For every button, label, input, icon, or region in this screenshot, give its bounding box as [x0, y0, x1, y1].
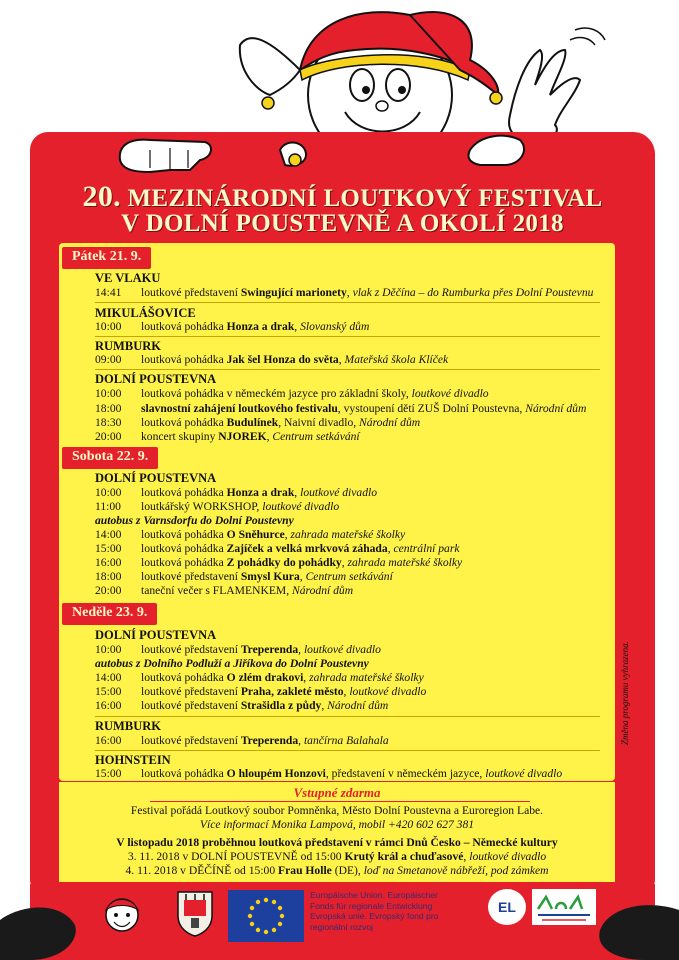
place-heading: DOLNÍ POUSTEVNA	[95, 372, 217, 386]
day-header-saturday: Sobota 22. 9.	[62, 447, 158, 469]
eu-fund-text: Europäische Union. Europäischer Fonds für regionale Entwicklung Evropská unie. Evropský fond pro regionální rozvoj	[310, 890, 439, 932]
program-row: 15:00 loutková pohádka Zajíček a velká mrkvová záhada, centrální park	[95, 542, 460, 555]
place-heading: HOHNSTEIN	[95, 753, 171, 767]
bus-note: autobus z Varnsdorfu do Dolní Poustevny	[95, 514, 294, 527]
bus-note: autobus z Dolního Podluží a Jiříkova do Dolní Poustevny	[95, 657, 369, 670]
place-heading: RUMBURK	[95, 339, 161, 353]
divider	[95, 369, 600, 370]
divider	[150, 801, 530, 802]
place-heading: RUMBURK	[95, 719, 161, 733]
program-row: 18:00 loutkové představení Smysl Kura, Centrum setkávání	[95, 570, 393, 583]
program-row: 14:00 loutková pohádka O Sněhurce, zahrada mateřské školky	[95, 528, 406, 541]
town-coat-of-arms-icon	[176, 888, 214, 938]
november-event-1: 3. 11. 2018 v DOLNÍ POUSTEVNĚ od 15:00 Krutý král a chuďasové, loutkové divadlo	[127, 850, 547, 863]
pomnenka-logo-icon	[92, 888, 152, 938]
organizer-text: Festival pořádá Loutkový soubor Pomněnka, Město Dolní Poustevna a Euroregion Labe.	[130, 804, 544, 817]
euroregion-logo: EL	[488, 889, 526, 925]
program-row: 14:00 loutková pohádka O zlém drakovi, zahrada mateřské školky	[95, 671, 424, 684]
festival-title-line2: V DOLNÍ POUSTEVNĚ A OKOLÍ 2018	[121, 210, 564, 237]
place-heading: DOLNÍ POUSTEVNA	[95, 471, 217, 485]
program-row: 20:00 taneční večer s FLAMENKEM, Národní dům	[95, 584, 354, 597]
program-row: 10:00 loutková pohádka v německém jazyce pro základní školy, loutkové divadlo	[95, 387, 489, 400]
program-row: 18:00 slavnostní zahájení loutkového festivalu, vystoupení dětí ZUŠ Dolní Poustevna, Národní dům	[95, 402, 587, 415]
program-row: 20:00 koncert skupiny NJOREK, Centrum setkávání	[95, 430, 360, 443]
divider	[95, 716, 600, 717]
program-row: 10:00 loutková pohádka Honza a drak, loutkové divadlo	[95, 486, 378, 499]
program-row: 16:00 loutková pohádka Z pohádky do pohádky, zahrada mateřské školky	[95, 556, 463, 569]
program-row: 16:00 loutkové představení Treperenda, tančírna Balahala	[95, 734, 389, 747]
program-change-note: Změna programu vyhrazena.	[620, 641, 630, 745]
day-header-sunday: Neděle 23. 9.	[62, 603, 157, 625]
place-heading: MIKULÁŠOVICE	[95, 306, 196, 320]
partner-logo-icon	[532, 889, 596, 925]
november-heading: V listopadu 2018 proběhnou loutková představení v rámci Dnů Česko – Německé kultury	[116, 836, 558, 849]
program-row: 16:00 loutkové představení Strašidla z půdy, Národní dům	[95, 699, 389, 712]
program-row: 15:00 loutkové představení Praha, zakleté město, loutkové divadlo	[95, 685, 427, 698]
free-entry: Vstupné zdarma	[293, 785, 381, 800]
place-heading: DOLNÍ POUSTEVNA	[95, 628, 217, 642]
festival-title-line1: 20. MEZINÁRODNÍ LOUTKOVÝ FESTIVAL	[82, 180, 603, 213]
divider	[95, 302, 600, 303]
program-row: 09:00 loutková pohádka Jak šel Honza do světa, Mateřská škola Klíček	[95, 353, 449, 366]
program-row: 18:30 loutková pohádka Budulínek, Naivní divadlo, Národní dům	[95, 416, 421, 429]
program-row: 11:00 loutkářský WORKSHOP, loutkové divadlo	[95, 500, 340, 513]
divider	[95, 336, 600, 337]
program-row: 10:00 loutkové představení Treperenda, loutkové divadlo	[95, 643, 381, 656]
november-event-2: 4. 11. 2018 v DĚČÍNĚ od 15:00 Frau Holle (DE), loď na Smetanově nábřeží, pod zámkem	[125, 864, 549, 877]
divider	[95, 750, 600, 751]
eu-flag-icon	[228, 890, 304, 942]
program-row: 15:00 loutková pohádka O hloupém Honzovi, představení v německém jazyce, loutkové divadlo	[95, 767, 563, 780]
program-row: 10:00 loutková pohádka Honza a drak, Slovanský dům	[95, 320, 370, 333]
place-heading: VE VLAKU	[95, 271, 161, 285]
contact-info: Více informací Monika Lampová, mobil +420 602 627 381	[199, 818, 475, 831]
program-row: 14:41 loutkové představení Swingující marionety, vlak z Děčína – do Rumburka přes Dolní Poustevnu	[95, 286, 594, 299]
day-header-friday: Pátek 21. 9.	[62, 247, 151, 269]
